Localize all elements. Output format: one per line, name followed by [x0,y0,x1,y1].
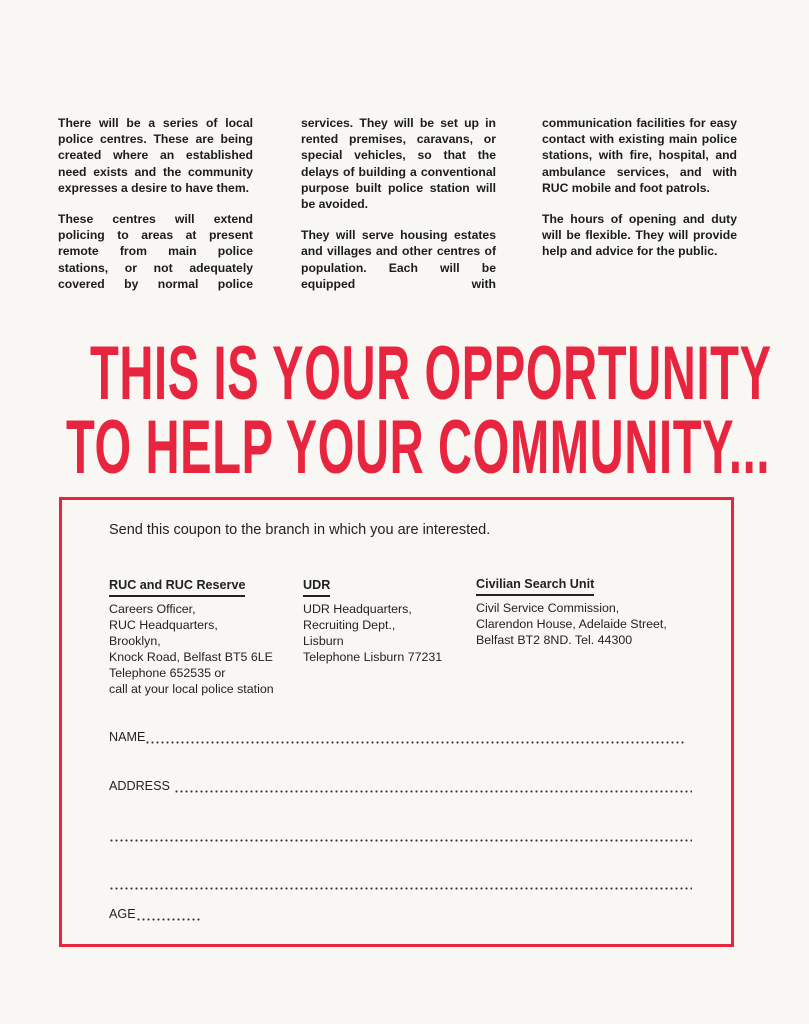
intro-paragraph: These centres will extend policing to areas at present remote from main police stations, or not adequately covered by normal police [58,212,253,291]
address-dotted-line[interactable] [174,783,692,793]
address-label: ADDRESS [109,779,170,793]
address-line-2[interactable] [109,828,692,842]
intro-paragraph: The hours of opening and duty will be flexible. They will provide help and advice for the public. [542,212,737,259]
age-dotted-line[interactable] [136,911,200,921]
branch-civilian-search-unit [476,576,667,648]
name-dotted-line[interactable] [145,734,685,744]
branch-address-line: Brooklyn, [109,634,161,648]
branch-heading: Civilian Search Unit [476,576,594,596]
branch-udr [303,577,442,665]
branch-address-line: Knock Road, Belfast BT5 6LE [109,650,273,664]
name-field[interactable] [109,730,685,744]
branch-address-line: Civil Service Commission, [476,601,620,615]
branch-address-line: Belfast BT2 8ND. Tel. 44300 [476,633,633,647]
address-dotted-line[interactable] [109,832,692,842]
intro-paragraph: communication facilities for easy contact with existing main police stations, with fire, hospital, and ambulance services, and with RUC mobile and foot patrols. [542,116,737,195]
branch-heading: RUC and RUC Reserve [109,577,245,597]
address-line-3[interactable] [109,876,692,890]
address-field[interactable] [109,779,692,793]
name-label: NAME [109,730,146,744]
branch-address-line: Careers Officer, [109,602,196,616]
age-label: AGE [109,907,136,921]
coupon-box [59,497,734,947]
headline-line-2: TO HELP YOUR COMMUNITY... [66,405,771,490]
coupon-instructions: Send this coupon to the branch in which you are interested. [109,522,491,538]
headline-line-1: THIS IS YOUR OPPORTUNITY [90,331,772,416]
branch-address-line: Telephone 652535 or [109,666,226,680]
branch-heading: UDR [303,577,330,597]
branch-address-line: Recruiting Dept., [303,618,396,632]
intro-paragraph: services. They will be set up in rented premises, caravans, or special vehicles, so that the delays of building a conventional purpose built police station will be avoided. [301,116,496,212]
intro-column-3 [542,115,737,275]
intro-column-1 [58,115,253,307]
branch-ruc [109,577,274,697]
branch-address-line: UDR Headquarters, [303,602,412,616]
address-dotted-line[interactable] [109,880,692,890]
branch-address-line: Clarendon House, Adelaide Street, [476,617,667,631]
branch-address-line: call at your local police station [109,682,274,696]
branch-address-line: Lisburn [303,634,344,648]
branch-address-line: RUC Headquarters, [109,618,218,632]
intro-column-2 [301,115,496,307]
branch-address-line: Telephone Lisburn 77231 [303,650,443,664]
age-field[interactable] [109,907,200,921]
intro-paragraph: There will be a series of local police centres. These are being created where an established need exists and the community expresses a desire to have them. [58,116,253,195]
intro-paragraph: They will serve housing estates and villages and other centres of population. Each will be equipped with [301,228,496,291]
